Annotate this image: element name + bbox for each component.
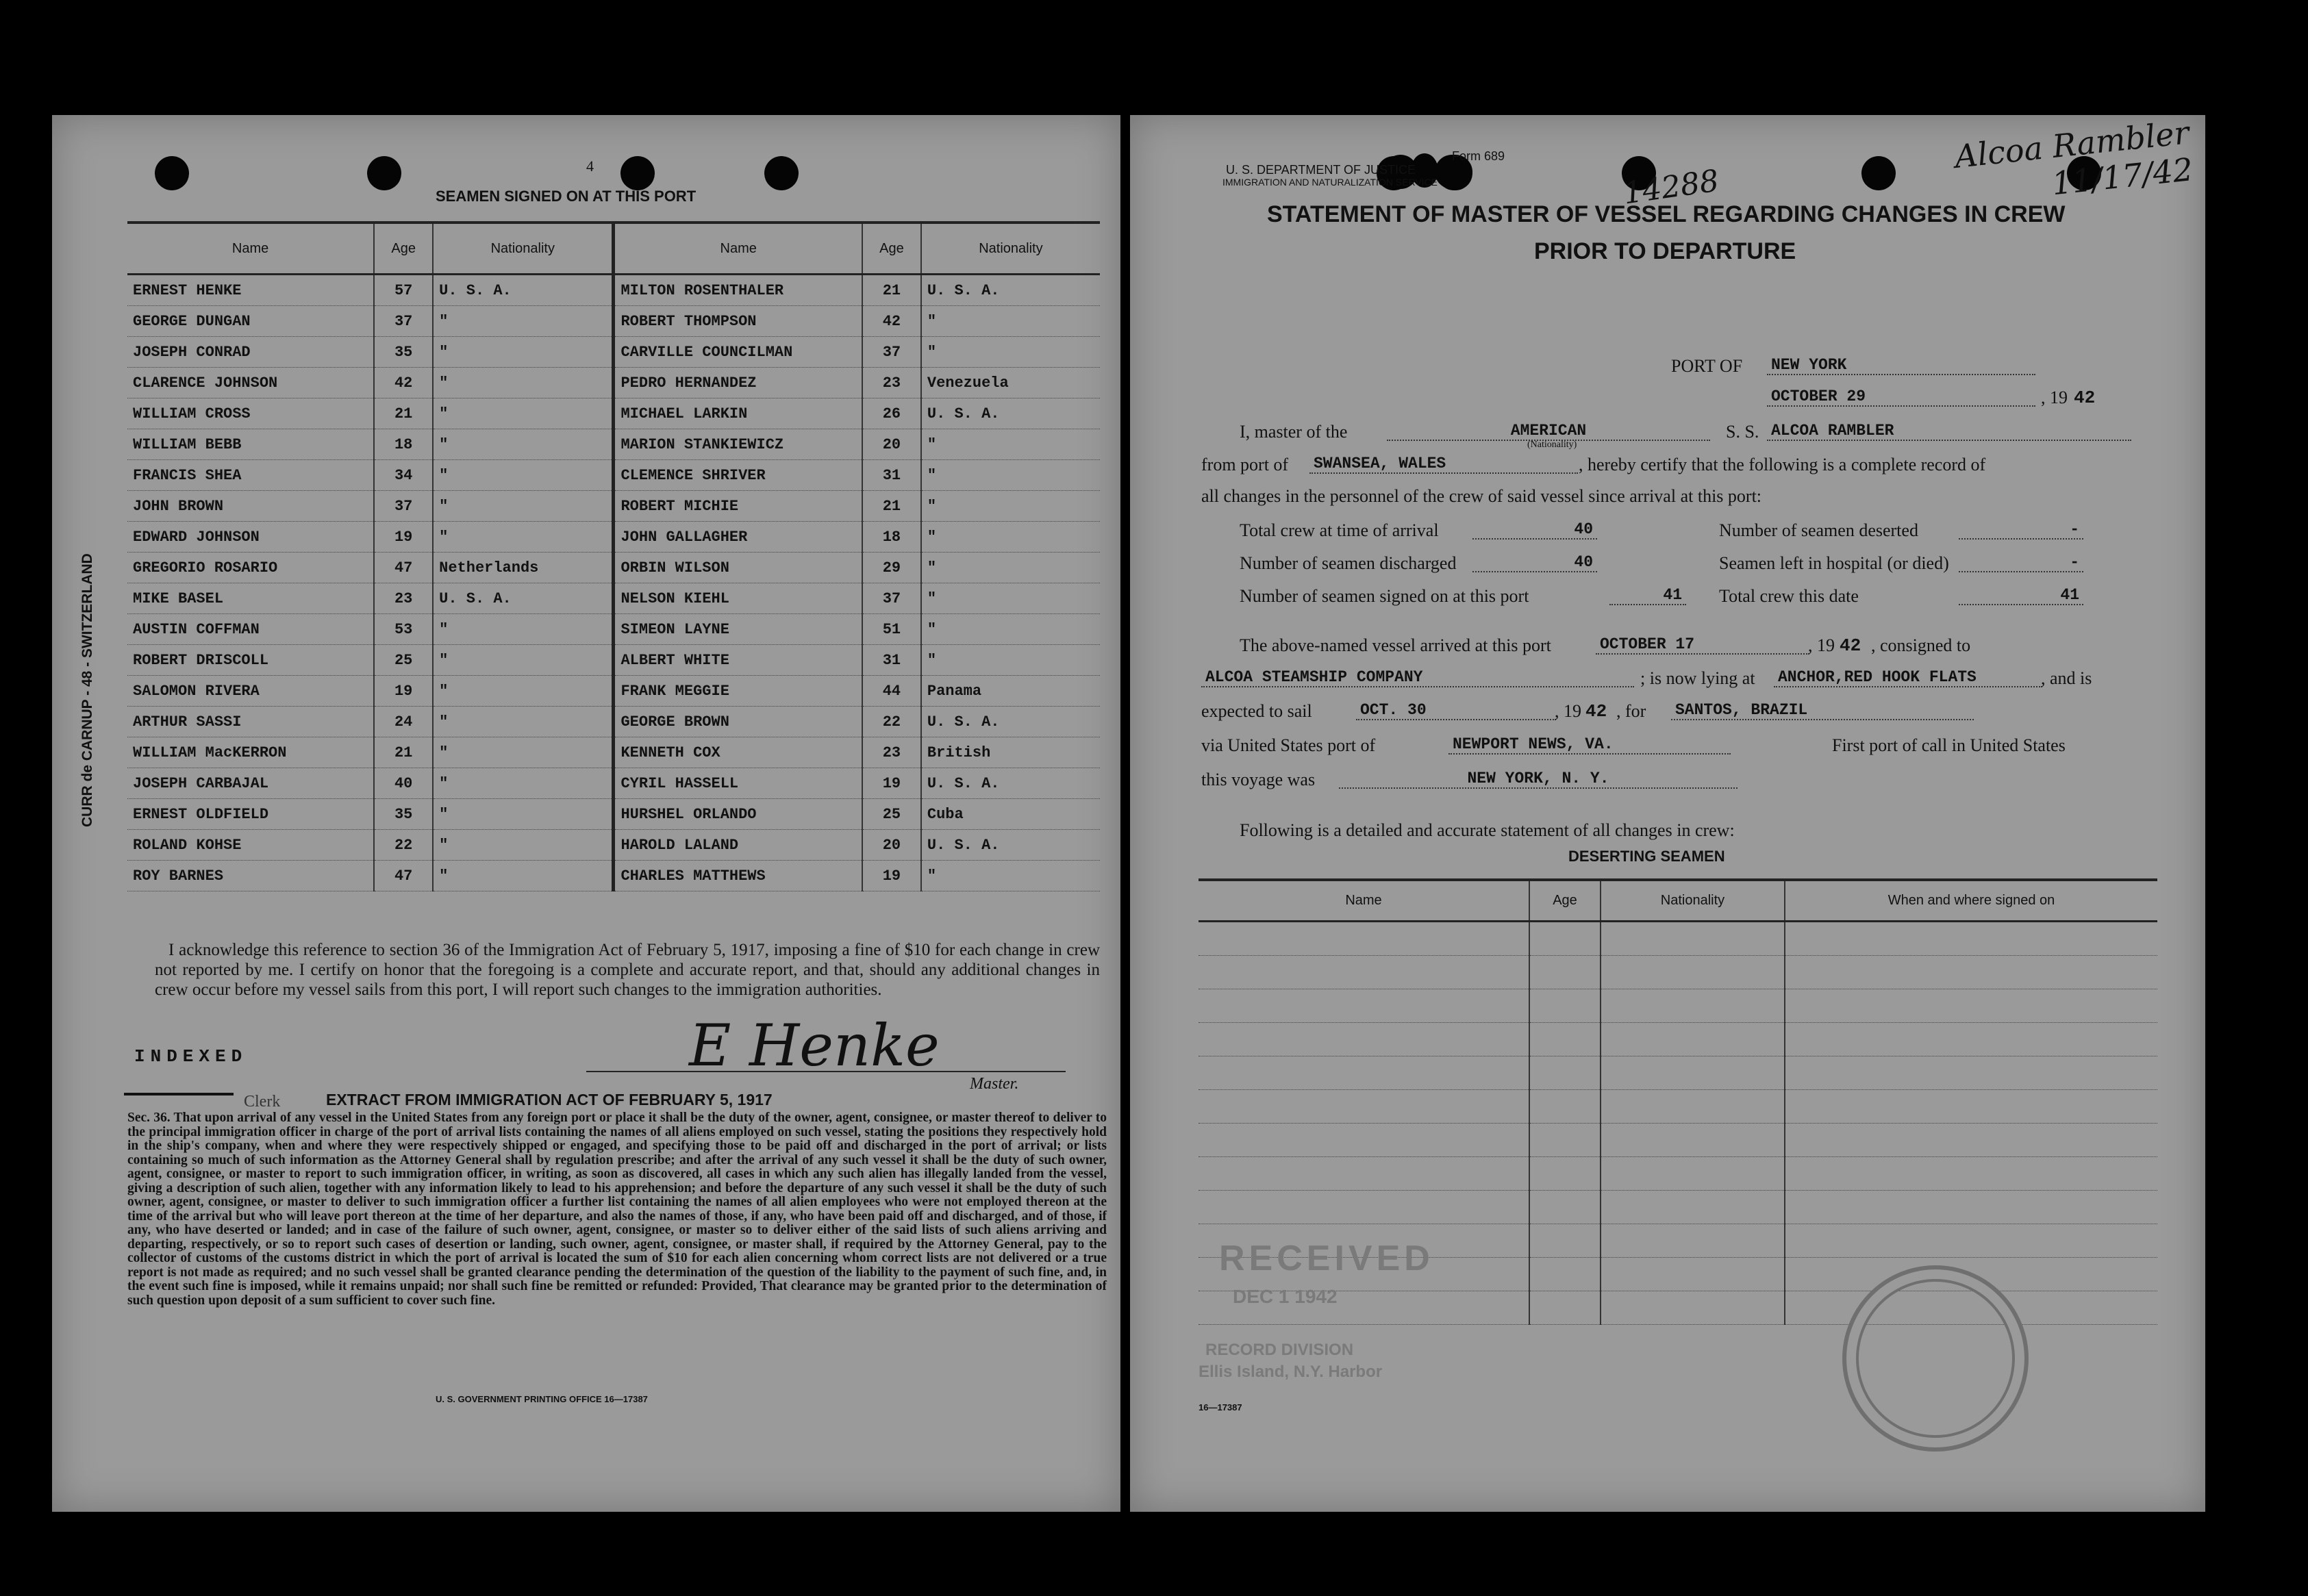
punch-hole [155, 156, 189, 190]
seaman-age: 35 [374, 799, 433, 830]
form-title-line2: PRIOR TO DEPARTURE [1534, 238, 1796, 264]
header-age: Age [862, 223, 921, 275]
table-row [127, 799, 1100, 830]
seaman-nationality: U. S. A. [921, 830, 1100, 861]
seaman-nationality: " [433, 522, 614, 553]
file-number: 14288 [1621, 163, 1721, 212]
table-row [127, 398, 1100, 429]
empty-cell [1199, 1056, 1529, 1090]
seaman-name: ROLAND KOHSE [127, 830, 374, 861]
date-year: 42 [2074, 388, 2096, 408]
total-date-label: Total crew this date [1719, 586, 1859, 606]
punch-hole [367, 156, 401, 190]
arrived-year-prefix: , 19 [1808, 635, 1835, 655]
seaman-age: 20 [862, 830, 921, 861]
empty-cell [1785, 1157, 2157, 1191]
seaman-name: JOHN GALLAGHER [614, 522, 862, 553]
empty-cell [1601, 1157, 1785, 1191]
seaman-name: JOSEPH CARBAJAL [127, 768, 374, 799]
seaman-age: 31 [862, 460, 921, 491]
total-arrival-label: Total crew at time of arrival [1240, 520, 1439, 540]
punch-hole [1861, 156, 1896, 190]
empty-cell [1601, 1090, 1785, 1124]
seaman-name: MILTON ROSENTHALER [614, 275, 862, 306]
section-title: SEAMEN SIGNED ON AT THIS PORT [436, 188, 697, 205]
seaman-name: MICHAEL LARKIN [614, 398, 862, 429]
empty-cell [1785, 1090, 2157, 1124]
empty-cell [1601, 922, 1785, 956]
seaman-nationality: Panama [921, 676, 1100, 707]
seaman-name: EDWARD JOHNSON [127, 522, 374, 553]
seaman-nationality: " [921, 337, 1100, 368]
empty-cell [1601, 1224, 1785, 1258]
via-label: via United States port of [1201, 735, 1376, 755]
master-signature: E Henke [689, 1012, 940, 1079]
table-row [127, 429, 1100, 460]
seaman-age: 21 [374, 737, 433, 768]
seaman-nationality: " [921, 614, 1100, 645]
empty-cell [1785, 1056, 2157, 1090]
seaman-age: 44 [862, 676, 921, 707]
seaman-name: ERNEST HENKE [127, 275, 374, 306]
table-row [127, 676, 1100, 707]
seaman-age: 37 [862, 583, 921, 614]
table-row [1199, 989, 2157, 1023]
table-row [127, 491, 1100, 522]
seaman-nationality: " [433, 707, 614, 737]
first-call-label: First port of call in United States [1832, 735, 2066, 755]
seaman-name: SIMEON LAYNE [614, 614, 862, 645]
bottom-code: 16—17387 [1199, 1402, 1242, 1413]
arrived-label: The above-named vessel arrived at this port [1240, 635, 1551, 655]
seaman-age: 42 [862, 306, 921, 337]
seaman-name: WILLIAM CROSS [127, 398, 374, 429]
table-row [127, 337, 1100, 368]
seaman-nationality: " [921, 553, 1100, 583]
empty-cell [1529, 1090, 1601, 1124]
port-value: NEW YORK [1767, 356, 2035, 375]
seaman-nationality: " [433, 799, 614, 830]
seaman-age: 18 [374, 429, 433, 460]
seaman-nationality: U. S. A. [433, 583, 614, 614]
port-label: PORT OF [1671, 356, 1743, 376]
table-row [127, 460, 1100, 491]
sail-year-prefix: , 19 [1555, 701, 1581, 721]
deserting-title: DESERTING SEAMEN [1568, 848, 1725, 865]
empty-cell [1601, 1258, 1785, 1291]
header-name: Name [127, 223, 374, 275]
discharged-label: Number of seamen discharged [1240, 553, 1457, 573]
deserted-label: Number of seamen deserted [1719, 520, 1918, 540]
round-seal-stamp [1842, 1265, 2029, 1452]
empty-cell [1601, 1023, 1785, 1056]
table-row [127, 645, 1100, 676]
seaman-age: 37 [862, 337, 921, 368]
total-arrival-value: 40 [1472, 520, 1597, 540]
nationality-value: AMERICAN [1387, 422, 1710, 441]
hospital-value: - [1959, 553, 2083, 572]
received-date: DEC 1 1942 [1233, 1286, 1338, 1307]
seaman-name: JOHN BROWN [127, 491, 374, 522]
seaman-age: 19 [862, 768, 921, 799]
seaman-age: 26 [862, 398, 921, 429]
seaman-nationality: " [921, 522, 1100, 553]
arrived-year: 42 [1840, 635, 1861, 656]
seaman-name: JOSEPH CONRAD [127, 337, 374, 368]
empty-cell [1199, 922, 1529, 956]
total-date-value: 41 [1959, 586, 2083, 605]
empty-cell [1199, 956, 1529, 989]
following-label: Following is a detailed and accurate statement of all changes in crew: [1240, 820, 1735, 840]
certify-text: , hereby certify that the following is a complete record of [1579, 455, 1986, 474]
seaman-nationality: " [433, 830, 614, 861]
seaman-nationality: " [921, 583, 1100, 614]
seaman-age: 22 [374, 830, 433, 861]
table-row [127, 275, 1100, 306]
empty-cell [1785, 956, 2157, 989]
acknowledgment-text: I acknowledge this reference to section 36 of the Immigration Act of February 5, 1917, imposing a fine of $10 for each change in crew not reported by me. I certify on honor that the foregoing is a complete and accurate report, and that, should any additional changes in crew occur before my vessel sails from this port, I will report such changes to the immigration authorities. [155, 941, 1100, 999]
punch-hole [764, 156, 799, 190]
seaman-age: 25 [862, 799, 921, 830]
empty-cell [1601, 1291, 1785, 1325]
seaman-age: 40 [374, 768, 433, 799]
seaman-nationality: " [433, 676, 614, 707]
seaman-nationality: " [433, 429, 614, 460]
seaman-age: 29 [862, 553, 921, 583]
table-row [1199, 1090, 2157, 1124]
empty-cell [1529, 1291, 1601, 1325]
seaman-nationality: " [921, 491, 1100, 522]
seaman-age: 35 [374, 337, 433, 368]
table-row [127, 614, 1100, 645]
seaman-nationality: " [433, 306, 614, 337]
indexed-stamp: INDEXED [134, 1046, 248, 1067]
seamen-signed-on-table [127, 221, 1100, 891]
seaman-name: GEORGE BROWN [614, 707, 862, 737]
empty-cell [1785, 1124, 2157, 1157]
seaman-name: ROY BARNES [127, 861, 374, 891]
seaman-nationality: Cuba [921, 799, 1100, 830]
seaman-name: HAROLD LALAND [614, 830, 862, 861]
desert-header-age: Age [1529, 880, 1601, 922]
seaman-name: ALBERT WHITE [614, 645, 862, 676]
seaman-age: 21 [862, 275, 921, 306]
table-row [127, 522, 1100, 553]
seaman-name: MARION STANKIEWICZ [614, 429, 862, 460]
extract-title: EXTRACT FROM IMMIGRATION ACT OF FEBRUARY 5, 1917 [326, 1091, 773, 1109]
seaman-name: ROBERT MICHIE [614, 491, 862, 522]
seaman-name: CYRIL HASSELL [614, 768, 862, 799]
seaman-name: ERNEST OLDFIELD [127, 799, 374, 830]
empty-cell [1529, 956, 1601, 989]
handwritten-corner-note: Alcoa Rambler 11/17/42 [1953, 114, 2195, 203]
seaman-nationality: " [921, 429, 1100, 460]
seaman-name: ROBERT DRISCOLL [127, 645, 374, 676]
ship-name: ALCOA RAMBLER [1767, 422, 2131, 441]
clerk-line [124, 1093, 234, 1095]
header-nationality: Nationality [433, 223, 614, 275]
table-row [1199, 1191, 2157, 1224]
empty-cell [1529, 1224, 1601, 1258]
empty-cell [1785, 1191, 2157, 1224]
empty-cell [1785, 989, 2157, 1023]
from-port-label: from port of [1201, 455, 1289, 474]
seaman-nationality: U. S. A. [921, 398, 1100, 429]
seaman-name: NELSON KIEHL [614, 583, 862, 614]
table-row [127, 830, 1100, 861]
consignee: ALCOA STEAMSHIP COMPANY [1201, 668, 1634, 687]
destination: SANTOS, BRAZIL [1671, 701, 1974, 720]
desert-header-when-where: When and where signed on [1785, 880, 2157, 922]
table-row [1199, 1056, 2157, 1090]
clerk-label: Clerk [244, 1093, 281, 1111]
seaman-nationality: U. S. A. [921, 707, 1100, 737]
seaman-name: WILLIAM MacKERRON [127, 737, 374, 768]
empty-cell [1785, 1023, 2157, 1056]
master-of-label: I, master of the [1240, 422, 1348, 442]
table-row [127, 306, 1100, 337]
sail-date: OCT. 30 [1356, 701, 1556, 720]
table-row [127, 861, 1100, 891]
page-number: 4 [586, 157, 594, 175]
hospital-label: Seamen left in hospital (or died) [1719, 553, 1949, 573]
form-title-line1: STATEMENT OF MASTER OF VESSEL REGARDING CHANGES IN CREW [1267, 201, 2066, 227]
seaman-age: 53 [374, 614, 433, 645]
seaman-age: 47 [374, 861, 433, 891]
table-row [127, 737, 1100, 768]
margin-note: CURR de CARNUP - 48 - SWITZERLAND [79, 553, 95, 827]
ellis-island-label: Ellis Island, N.Y. Harbor [1199, 1363, 1383, 1381]
seaman-name: ROBERT THOMPSON [614, 306, 862, 337]
seaman-name: SALOMON RIVERA [127, 676, 374, 707]
nationality-caption: (Nationality) [1527, 440, 1577, 450]
seaman-name: CARVILLE COUNCILMAN [614, 337, 862, 368]
extract-text: Sec. 36. That upon arrival of any vessel in the United States from any foreign port or place it shall be the duty of the owner, agent, consignee, or master thereof to deliver to the principal immigration officer in charge of the port of arrival lists containing the names of all aliens employed on such vessel, stating the positions they respectively hold in the ship's company, when and where they were respectively shipped or engaged, and specifying those to be paid off and discharged in the port of arrival; or lists containing so much of such information as the Attorney General shall by regulation prescribe; and after the arrival of any such vessel it shall be the duty of such owner, agent, consignee, or master to report to such immigration officer, in writing, as soon as discovered, all cases in which any such alien has illegally landed from the vessel, giving a description of such alien, together with any information likely to lead to his apprehension; and before the departure of any such vessel it shall be the duty of such owner, agent, consignee, or master to deliver to such immigration officer a further list containing the names of all alien employees who were not employed thereon at the time of the arrival but who will leave port thereon at the time of her departure, and also the names of those, if any, who have been paid off and discharged, and of those, if any, who have deserted or landed; and in case of the failure of such owner, agent, consignee, or master so to deliver either of the said lists of such aliens arriving and departing, respectively, or so to report such cases of desertion or landing, such owner, agent, consignee, or master shall, if required by the Attorney General, pay to the collector of customs of the customs district in which the port of arrival is located the sum of $10 for each alien concerning whom correct lists are not delivered or a true report is not made as required; and no such vessel shall be granted clearance pending the determination of the question of the liability to the payment of such fine, and, in the event such fine is imposed, while it remains unpaid; nor shall such fine be remitted or refunded: Provided, That clearance may be granted prior to the determination of such question upon deposit of a sum sufficient to cover such fine. [127, 1111, 1107, 1308]
seaman-age: 21 [374, 398, 433, 429]
deserted-value: - [1959, 520, 2083, 540]
seaman-nationality: " [921, 460, 1100, 491]
seaman-age: 24 [374, 707, 433, 737]
header-nationality: Nationality [921, 223, 1100, 275]
empty-cell [1601, 1124, 1785, 1157]
empty-cell [1529, 1157, 1601, 1191]
seaman-nationality: " [921, 306, 1100, 337]
seaman-name: GEORGE DUNGAN [127, 306, 374, 337]
printer-line: U. S. GOVERNMENT PRINTING OFFICE 16—17387 [436, 1394, 648, 1404]
seaman-age: 37 [374, 491, 433, 522]
empty-cell [1529, 1258, 1601, 1291]
desert-header-nationality: Nationality [1601, 880, 1785, 922]
seaman-name: CHARLES MATTHEWS [614, 861, 862, 891]
table-row [127, 768, 1100, 799]
seaman-age: 23 [374, 583, 433, 614]
seaman-age: 37 [374, 306, 433, 337]
consigned-label: , consigned to [1871, 635, 1971, 655]
seaman-age: 19 [374, 522, 433, 553]
table-row [127, 553, 1100, 583]
seaman-nationality: Venezuela [921, 368, 1100, 398]
table-row [1199, 956, 2157, 989]
empty-cell [1601, 1056, 1785, 1090]
empty-cell [1529, 1124, 1601, 1157]
record-division: RECORD DIVISION [1205, 1341, 1354, 1359]
seaman-age: 18 [862, 522, 921, 553]
for-label: , for [1616, 701, 1646, 721]
first-call-value: NEW YORK, N. Y. [1339, 770, 1738, 789]
lying-value: ANCHOR,RED HOOK FLATS [1774, 668, 2042, 687]
empty-cell [1785, 922, 2157, 956]
empty-cell [1601, 956, 1785, 989]
seaman-nationality: " [433, 460, 614, 491]
empty-cell [1601, 989, 1785, 1023]
table-row [1199, 922, 2157, 956]
seaman-age: 57 [374, 275, 433, 306]
ss-label: S. S. [1726, 422, 1759, 442]
arrived-date: OCTOBER 17 [1596, 635, 1809, 655]
seaman-name: ORBIN WILSON [614, 553, 862, 583]
seaman-name: AUSTIN COFFMAN [127, 614, 374, 645]
punch-hole [620, 156, 655, 190]
seaman-nationality: " [921, 645, 1100, 676]
seaman-name: HURSHEL ORLANDO [614, 799, 862, 830]
and-is-label: , and is [2041, 668, 2092, 688]
date-value: OCTOBER 29 [1767, 388, 2035, 407]
left-page [52, 115, 1120, 1512]
table-row [1199, 1023, 2157, 1056]
table-row [1199, 1157, 2157, 1191]
department-line: U. S. DEPARTMENT OF JUSTICE [1226, 163, 1416, 177]
seaman-age: 19 [374, 676, 433, 707]
seaman-name: PEDRO HERNANDEZ [614, 368, 862, 398]
date-year-prefix: , 19 [2041, 388, 2068, 407]
header-age: Age [374, 223, 433, 275]
seaman-age: 21 [862, 491, 921, 522]
seaman-name: WILLIAM BEBB [127, 429, 374, 460]
expected-label: expected to sail [1201, 701, 1312, 721]
seaman-name: FRANCIS SHEA [127, 460, 374, 491]
empty-cell [1199, 1090, 1529, 1124]
seaman-age: 34 [374, 460, 433, 491]
seaman-age: 23 [862, 368, 921, 398]
empty-cell [1199, 1023, 1529, 1056]
empty-cell [1529, 922, 1601, 956]
seaman-name: MIKE BASEL [127, 583, 374, 614]
service-line: IMMIGRATION AND NATURALIZATION SERVICE [1222, 177, 1438, 188]
empty-cell [1529, 1023, 1601, 1056]
empty-cell [1199, 1191, 1529, 1224]
seaman-age: 22 [862, 707, 921, 737]
seaman-age: 23 [862, 737, 921, 768]
empty-cell [1529, 1056, 1601, 1090]
empty-cell [1199, 989, 1529, 1023]
seaman-age: 25 [374, 645, 433, 676]
seaman-nationality: " [433, 368, 614, 398]
empty-cell [1529, 1191, 1601, 1224]
seaman-nationality: " [433, 398, 614, 429]
seaman-nationality: " [433, 337, 614, 368]
seaman-age: 31 [862, 645, 921, 676]
empty-cell [1601, 1191, 1785, 1224]
table-row [127, 368, 1100, 398]
via-port: NEWPORT NEWS, VA. [1448, 735, 1731, 755]
master-label: Master. [970, 1075, 1019, 1093]
seaman-name: ARTHUR SASSI [127, 707, 374, 737]
form-number: Form 689 [1452, 149, 1505, 163]
seaman-nationality: British [921, 737, 1100, 768]
seaman-name: KENNETH COX [614, 737, 862, 768]
seaman-age: 20 [862, 429, 921, 460]
discharged-value: 40 [1472, 553, 1597, 572]
seaman-name: FRANK MEGGIE [614, 676, 862, 707]
empty-cell [1529, 989, 1601, 1023]
seaman-age: 47 [374, 553, 433, 583]
seaman-nationality: " [433, 861, 614, 891]
seaman-nationality: " [433, 737, 614, 768]
from-port-value: SWANSEA, WALES [1309, 455, 1578, 474]
header-name: Name [614, 223, 862, 275]
right-page [1130, 115, 2205, 1512]
empty-cell [1199, 1124, 1529, 1157]
seaman-age: 19 [862, 861, 921, 891]
seaman-nationality: Netherlands [433, 553, 614, 583]
seaman-nationality: " [433, 491, 614, 522]
table-row [1199, 1124, 2157, 1157]
seaman-age: 51 [862, 614, 921, 645]
seaman-name: GREGORIO ROSARIO [127, 553, 374, 583]
seaman-name: CLARENCE JOHNSON [127, 368, 374, 398]
signed-label: Number of seamen signed on at this port [1240, 586, 1529, 606]
empty-cell [1785, 1224, 2157, 1258]
seaman-nationality: " [921, 861, 1100, 891]
seaman-nationality: U. S. A. [433, 275, 614, 306]
empty-cell [1199, 1157, 1529, 1191]
seaman-name: CLEMENCE SHRIVER [614, 460, 862, 491]
seaman-nationality: " [433, 614, 614, 645]
certify-text-2: all changes in the personnel of the crew of said vessel since arrival at this port: [1201, 486, 1762, 506]
seaman-nationality: U. S. A. [921, 768, 1100, 799]
desert-header-name: Name [1199, 880, 1529, 922]
seaman-age: 42 [374, 368, 433, 398]
received-stamp: RECEIVED [1219, 1239, 1434, 1278]
voyage-label: this voyage was [1201, 770, 1316, 789]
table-row [127, 707, 1100, 737]
lying-label: ; is now lying at [1640, 668, 1755, 688]
signed-value: 41 [1609, 586, 1686, 605]
seaman-nationality: " [433, 768, 614, 799]
seaman-nationality: " [433, 645, 614, 676]
seaman-nationality: U. S. A. [921, 275, 1100, 306]
table-row [127, 583, 1100, 614]
sail-year: 42 [1585, 701, 1607, 722]
